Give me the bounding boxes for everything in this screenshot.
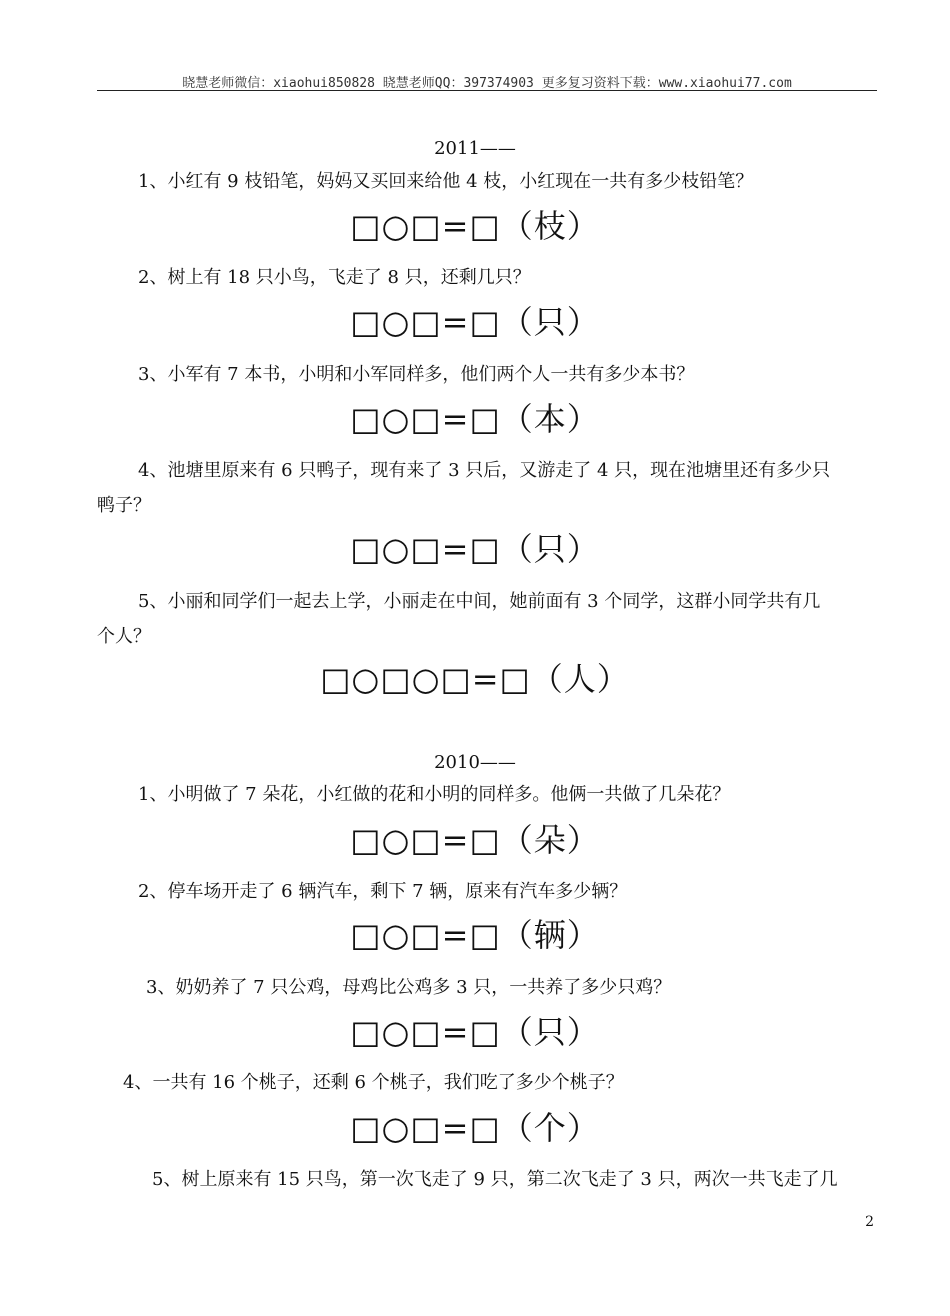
question-2010-5-line1: 5、树上原来有 15 只鸟，第一次飞走了 9 只，第二次飞走了 3 只，两次一共飞走了几 xyxy=(152,1169,838,1190)
formula-2011-2: □○□=□（只） xyxy=(350,303,600,341)
formula-2010-3: □○□=□（只） xyxy=(350,1013,600,1051)
question-2011-5-line1: 5、小丽和同学们一起去上学，小丽走在中间，她前面有 3 个同学，这群小同学共有几 xyxy=(138,591,821,612)
question-2011-4-line2: 鸭子？ xyxy=(97,495,151,516)
question-2010-2: 2、停车场开走了 6 辆汽车，剩下 7 辆，原来有汽车多少辆？ xyxy=(138,881,628,902)
formula-2011-4: □○□=□（只） xyxy=(350,530,600,568)
header-divider xyxy=(97,90,877,91)
question-2010-4: 4、一共有 16 个桃子，还剩 6 个桃子，我们吃了多少个桃子？ xyxy=(123,1072,624,1093)
formula-2010-2: □○□=□（辆） xyxy=(350,916,600,954)
question-2011-5-line2: 个人？ xyxy=(97,626,151,647)
page-number: 2 xyxy=(865,1214,874,1230)
formula-2011-1: □○□=□（枝） xyxy=(350,207,600,245)
section-heading-2010: 2010—— xyxy=(434,752,516,773)
formula-2010-4: □○□=□（个） xyxy=(350,1109,600,1147)
formula-2011-5: □○□○□=□（人） xyxy=(320,660,630,698)
question-2011-3: 3、小军有 7 本书，小明和小军同样多，他们两个人一共有多少本书？ xyxy=(138,364,695,385)
page-header: 晓慧老师微信：xiaohui850828 晓慧老师QQ：397374903 更多复习资料下载：www.xiaohui77.com xyxy=(182,76,792,91)
question-2011-2: 2、树上有 18 只小鸟，飞走了 8 只，还剩几只？ xyxy=(138,267,531,288)
question-2011-1: 1、小红有 9 枝铅笔，妈妈又买回来给他 4 枝，小红现在一共有多少枝铅笔？ xyxy=(138,171,754,192)
question-2010-1: 1、小明做了 7 朵花，小红做的花和小明的同样多。他俩一共做了几朵花？ xyxy=(138,784,731,805)
question-2011-4-line1: 4、池塘里原来有 6 只鸭子，现有来了 3 只后，又游走了 4 只，现在池塘里还有多少只 xyxy=(138,460,831,481)
formula-2010-1: □○□=□（朵） xyxy=(350,821,600,859)
formula-2011-3: □○□=□（本） xyxy=(350,400,600,438)
question-2010-3: 3、奶奶养了 7 只公鸡，母鸡比公鸡多 3 只，一共养了多少只鸡？ xyxy=(146,977,672,998)
section-heading-2011: 2011—— xyxy=(434,138,516,159)
